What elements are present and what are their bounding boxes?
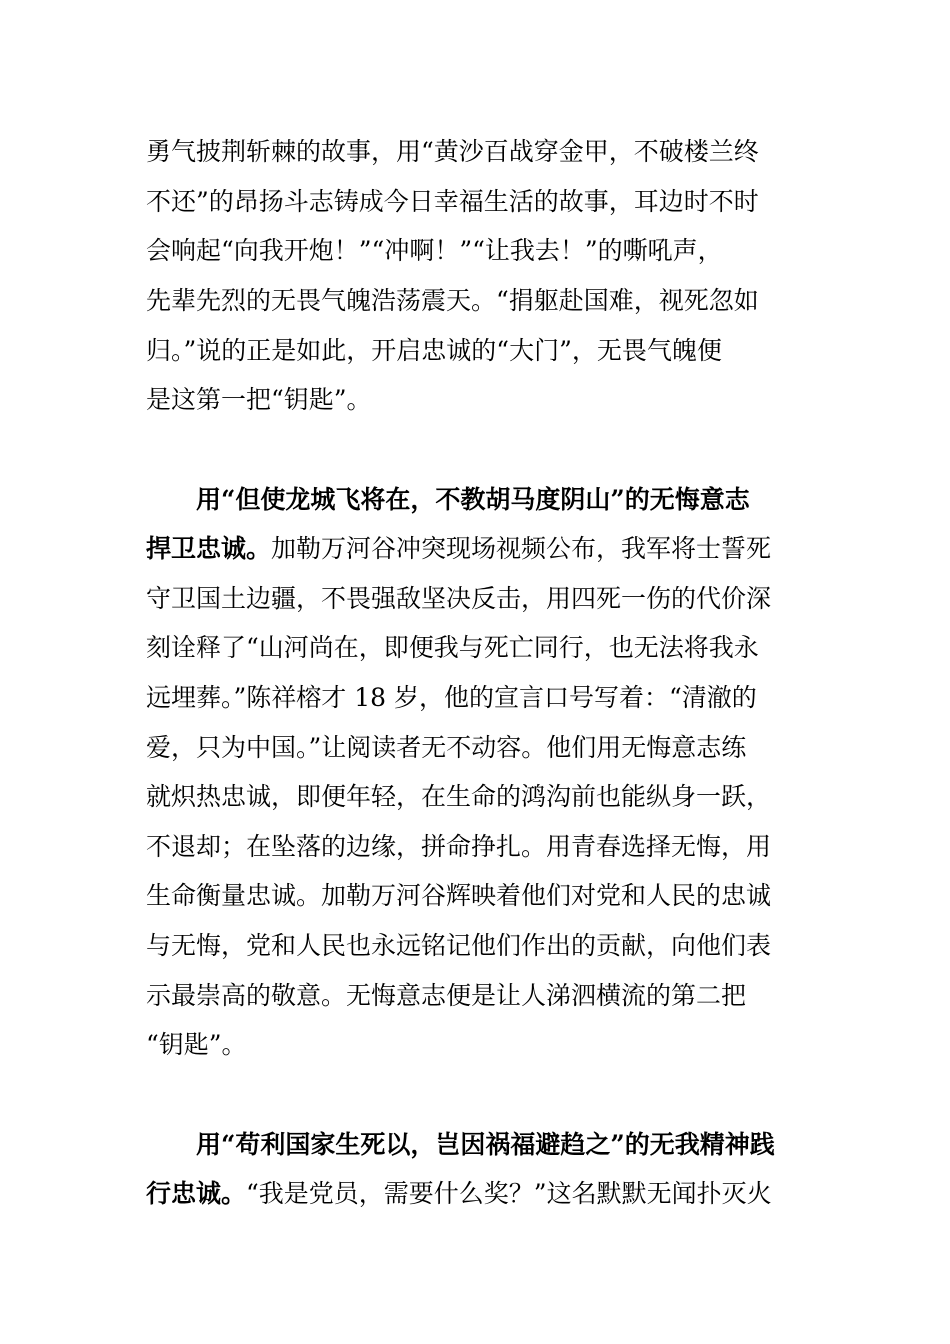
paragraph-2-line-6: 爱，只为中国。”让阅读者无不动容。他们用无悔意志练 xyxy=(146,733,747,762)
paragraph-1-line-6: 是这第一把“钥匙”。 xyxy=(146,385,372,414)
paragraph-2-line-3: 守卫国土边疆，不畏强敌坚决反击，用四死一伤的代价深 xyxy=(146,584,772,613)
paragraph-2-line-8: 不退却；在坠落的边缘，拼命挣扎。用青春选择无悔，用 xyxy=(146,832,772,861)
paragraph-2-line-9: 生命衡量忠诚。加勒万河谷辉映着他们对党和人民的忠诚 xyxy=(146,881,772,910)
paragraph-2-line-2: 捍卫忠诚。加勒万河谷冲突现场视频公布，我军将士誓死 xyxy=(146,534,772,563)
section-heading-end: 捍卫忠诚。 xyxy=(146,534,272,563)
paragraph-2-line-4: 刻诠释了“山河尚在，即便我与死亡同行，也无法将我永 xyxy=(146,633,759,662)
paragraph-3-line-1 xyxy=(196,1129,876,1161)
paragraph-2-line-11: 示最崇高的敬意。无悔意志便是让人涕泗横流的第二把 xyxy=(146,981,747,1010)
paragraph-2-line-1 xyxy=(196,484,876,516)
paragraph-2-line-12: “钥匙”。 xyxy=(146,1030,247,1059)
paragraph-3-line-2: 行忠诚。“我是党员，需要什么奖？”这名默默无闻扑灭火 xyxy=(146,1179,772,1208)
paragraph-1-line-3: 会响起“向我开炮！”“冲啊！”“让我去！”的嘶吼声， xyxy=(146,236,723,265)
section-heading-end: 行忠诚。 xyxy=(146,1179,247,1208)
paragraph-1-line-4: 先辈先烈的无畏气魄浩荡震天。“捐躯赴国难，视死忽如 xyxy=(146,286,759,315)
paragraph-1-line-1: 勇气披荆斩棘的故事，用“黄沙百战穿金甲，不破楼兰终 xyxy=(146,137,759,166)
section-heading: 用“苟利国家生死以，岂因祸福避趋之”的无我精神践 xyxy=(196,1130,775,1159)
paragraph-1-line-2: 不还”的昂扬斗志铸成今日幸福生活的故事，耳边时不时 xyxy=(146,187,759,216)
paragraph-2-line-7: 就炽热忠诚，即便年轻，在生命的鸿沟前也能纵身一跃， xyxy=(146,782,772,811)
paragraph-2-line-5: 远埋葬。”陈祥榕才 18 岁，他的宣言口号写着：“清澈的 xyxy=(146,683,757,712)
paragraph-1-line-5: 归。”说的正是如此，开启忠诚的“大门”，无畏气魄便 xyxy=(146,336,722,365)
section-heading: 用“但使龙城飞将在，不教胡马度阴山”的无悔意志 xyxy=(196,485,750,514)
paragraph-2-line-10: 与无悔，党和人民也永远铭记他们作出的贡献，向他们表 xyxy=(146,931,772,960)
